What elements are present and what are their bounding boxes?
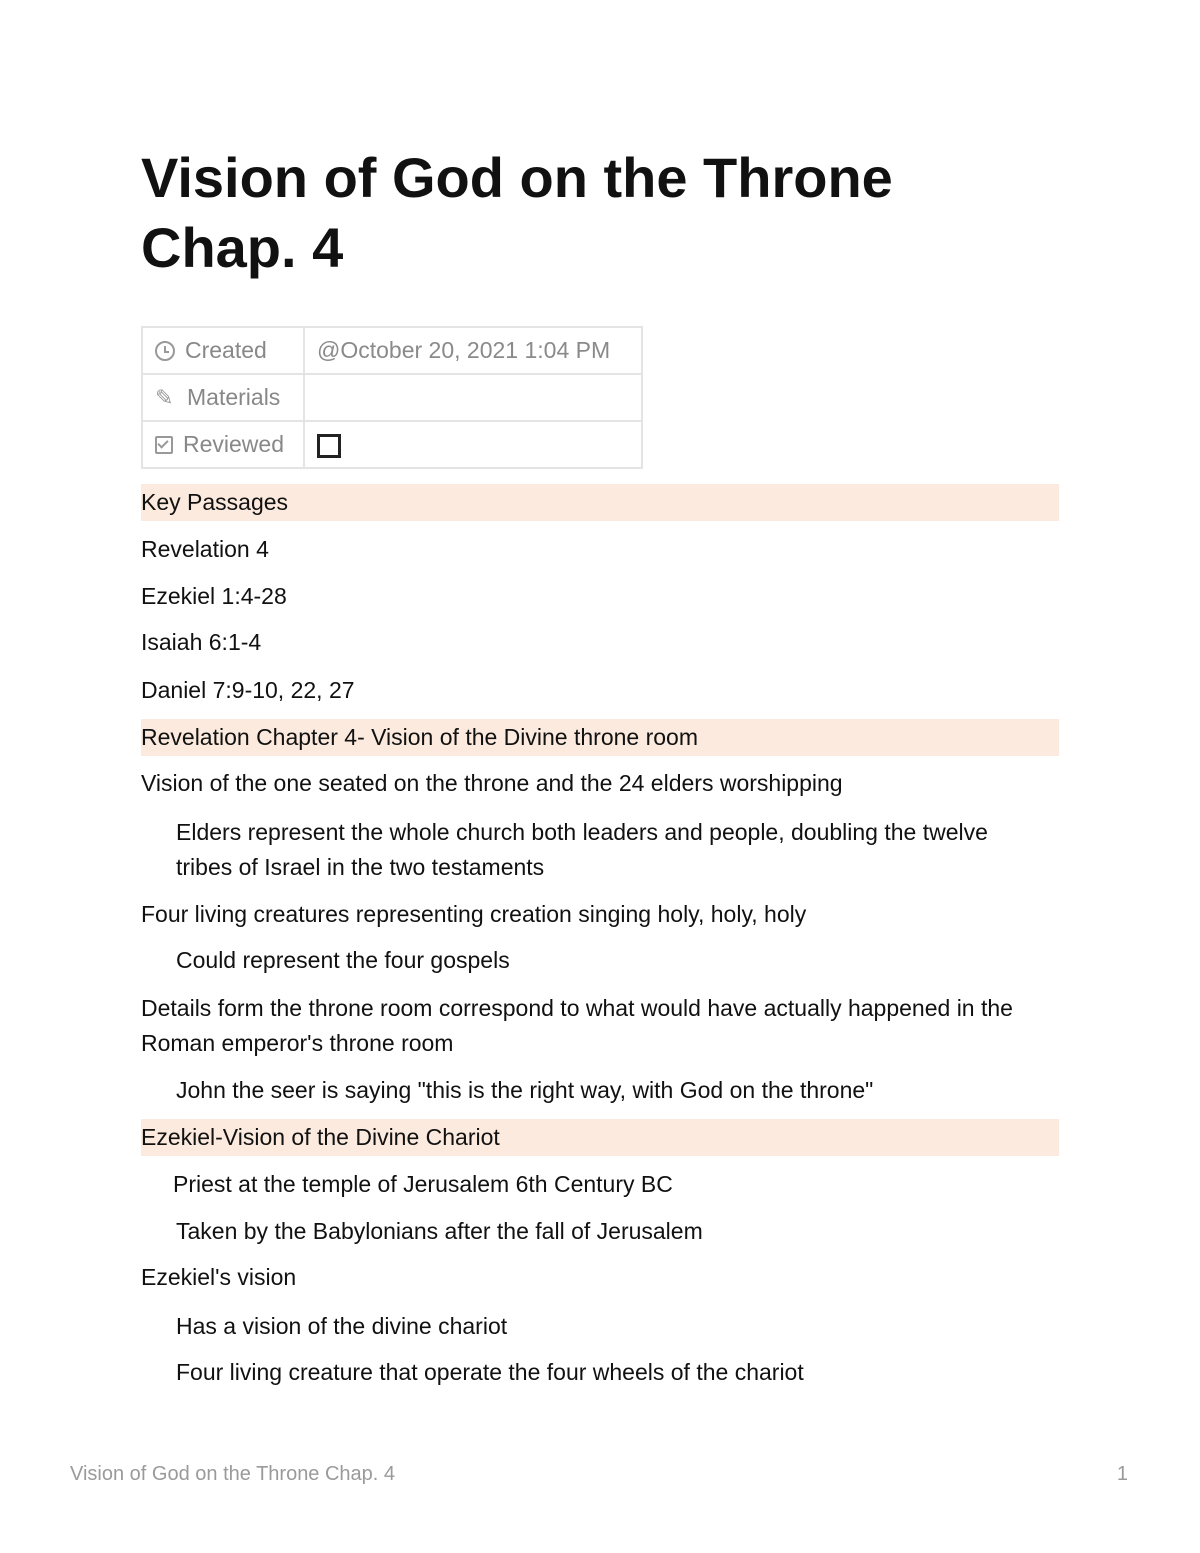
text-block: Four living creatures representing creation singing holy, holy, holy bbox=[141, 901, 807, 927]
text-block-indented: Priest at the temple of Jerusalem 6th Century BC bbox=[173, 1171, 673, 1197]
checkbox-property-icon bbox=[155, 436, 173, 454]
reviewed-checkbox[interactable] bbox=[317, 434, 341, 458]
text-block: Revelation 4 bbox=[141, 536, 269, 562]
text-block-indented: Could represent the four gospels bbox=[176, 947, 510, 973]
text-block: Ezekiel 1:4-28 bbox=[141, 583, 287, 609]
property-value-reviewed bbox=[304, 421, 642, 468]
text-block: Daniel 7:9-10, 22, 27 bbox=[141, 677, 355, 703]
clock-icon bbox=[155, 341, 175, 361]
property-row-created bbox=[142, 327, 642, 374]
text-block: Vision of the one seated on the throne and the 24 elders worshipping bbox=[141, 770, 843, 796]
text-block-indented: Elders represent the whole church both leaders and people, doubling the twelve tribes of Israel in the two testaments bbox=[176, 819, 988, 880]
text-block: Ezekiel's vision bbox=[141, 1264, 297, 1290]
section-heading: Ezekiel-Vision of the Divine Chariot bbox=[141, 1119, 1059, 1156]
properties-table bbox=[141, 326, 643, 469]
page-number: 1 bbox=[1116, 1463, 1128, 1485]
section-heading: Revelation Chapter 4- Vision of the Divine throne room bbox=[141, 719, 1059, 756]
page-title: Vision of God on the Throne Chap. 4 bbox=[141, 146, 893, 279]
text-block: Isaiah 6:1-4 bbox=[141, 629, 262, 655]
tag-icon: ✎ bbox=[155, 384, 174, 410]
section-heading: Key Passages bbox=[141, 484, 1059, 521]
property-label: Reviewed bbox=[183, 431, 284, 457]
property-label: Created bbox=[185, 337, 267, 363]
property-label: Materials bbox=[187, 384, 281, 410]
property-row-materials bbox=[142, 374, 642, 421]
text-block-indented: Four living creature that operate the four wheels of the chariot bbox=[176, 1359, 804, 1385]
property-row-reviewed bbox=[142, 421, 642, 468]
text-block-indented: Has a vision of the divine chariot bbox=[176, 1313, 508, 1339]
property-value-created[interactable]: @October 20, 2021 1:04 PM bbox=[304, 327, 642, 374]
text-block-indented: John the seer is saying "this is the right way, with God on the throne" bbox=[176, 1077, 874, 1103]
footer-title: Vision of God on the Throne Chap. 4 bbox=[70, 1463, 396, 1485]
property-value-materials[interactable] bbox=[304, 374, 642, 421]
text-block: Details form the throne room correspond to what would have actually happened in the Roman emperor's throne room bbox=[141, 995, 1013, 1056]
text-block-indented: Taken by the Babylonians after the fall of Jerusalem bbox=[176, 1218, 703, 1244]
